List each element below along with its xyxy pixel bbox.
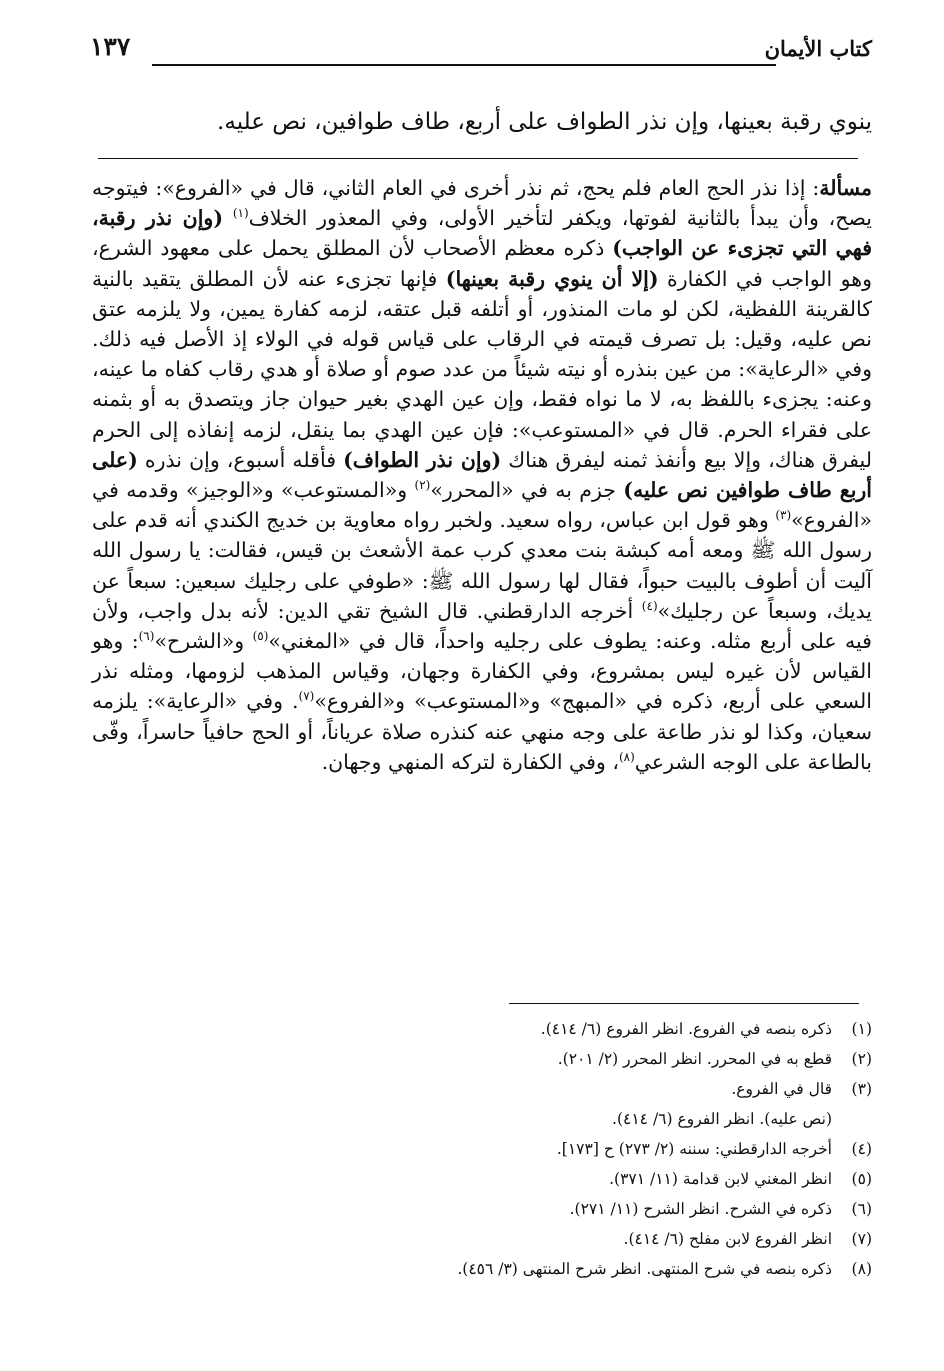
footnote-text: قال في الفروع. <box>731 1080 832 1098</box>
footnote-text: ذكره في الشرح. انظر الشرح (١١/ ٢٧١). <box>569 1200 832 1218</box>
footnote-text: ذكره بنصه في شرح المنتهى. انظر شرح المنتهى (٣/ ٤٥٦). <box>457 1260 832 1278</box>
text-run: أخرجه الدارقطني. قال الشيخ تقي الدين: لأنه بدل واجب، ولأن فيه على أربع مثله. وعنه: يطوف على رجليه واحداً، قال في «المغني» <box>92 598 872 654</box>
footnote-number: (٨) <box>851 1260 872 1278</box>
text-run: . وفي «الرعاية»: يلزمه سعيان، وكذا لو نذر طاعة على وجه منهي عنه كنذره صلاة عرياناً، أو الحج حافياً حاسراً، وفّى بالطاعة على الوجه الشرعي <box>92 689 872 774</box>
footnote <box>92 1194 872 1224</box>
footnote <box>92 1044 872 1074</box>
footnote-ref[interactable]: (٧) <box>298 689 315 704</box>
footnote-ref[interactable]: (٣) <box>775 508 792 523</box>
footnote-ref[interactable]: (١) <box>232 206 249 221</box>
footnote <box>92 1164 872 1194</box>
masala-label: مسألة <box>819 176 872 200</box>
text-run: ذكره معظم الأصحاب لأن المطلق يحمل على معهود الشرع، وهو الواجب في الكفارة <box>92 236 872 291</box>
matn-quote: (وإن نذر الطواف) <box>343 447 502 472</box>
matn-quote: (وإن نذر رقبة، فهي التي تجزىء عن الواجب) <box>92 206 872 261</box>
footnote-number: (٣) <box>851 1080 872 1098</box>
footnote-ref[interactable]: (٤) <box>641 599 658 614</box>
text-run: جزم به في «المحرر» <box>430 478 624 503</box>
page-number: ١٣٧ <box>90 32 131 61</box>
footnote-ref[interactable]: (٢) <box>414 478 431 493</box>
text-run: فأقله أسبوع، وإن نذره <box>137 447 344 472</box>
footnote-number: (٤) <box>851 1140 872 1158</box>
footnote-continuation: (نص عليه). انظر الفروع (٦/ ٤١٤). <box>612 1110 832 1128</box>
text-run: و«المستوعب» و«الوجيز» وقدمه في «الفروع» <box>92 478 872 533</box>
footnote <box>92 1134 872 1164</box>
paragraph <box>92 173 872 777</box>
text-run: فإنها تجزىء عنه لأن المطلق يتقيد بالنية كالقرينة اللفظية، لكن لو مات المنذور، أو أتلفه قبل عتقه، لزمه كفارة يمين، ولا يلزمه عتق نص عليه، وقيل: بل تصرف قيمته في الرقاب على قياس قوله في الولاء إذ الأصل فيه ذلك. وفي «الرعاية»: من عين بنذره أو نيته شيئاً من عدد صوم أو صلاة أو هدي رقاب كفاه ما عينه، وعنه: يجزىء باللفظ به، لا ما نواه فقط، وإن عين الهدي بغير حيوان جاز ويتصدق به أو بثمنه على فقراء الحرم. قال في «المستوعب»: فإن عين الهدي بما ينقل، لزمه إنفاذه إلى الحرم ليفرق هناك، وإلا بيع وأنفذ ثمنه ليفرق هناك <box>92 266 872 472</box>
text-run: و«الشرح» <box>154 629 253 654</box>
footnote-text: انظر الفروع لابن مفلح (٦/ ٤١٤). <box>623 1230 832 1248</box>
footnote-separator <box>509 1003 859 1004</box>
text-run: وهو قول ابن عباس، رواه سعيد. ولخبر رواه معاوية بن خديج الكندي أنه قدم على رسول الله ﷺ ومعه أمه كبشة بنت معدي كرب عمة الأشعث بن قيس، فقالت: يا رسول الله آليت أن أطوف بالبيت حبواً، فقال لها رسول الله ﷺ: «طوفي على رجليك سبعين: سبعاً عن يديك، وسبعاً عن رجليك» <box>92 508 872 623</box>
text-run: : إذا نذر الحج العام فلم يحج، ثم نذر أخرى في العام الثاني، قال في «الفروع»: فيتوجه يصح، وأن يبدأ بالثانية لفوتها، ويكفر لتأخير الأولى، وفي المعذور الخلاف <box>92 176 872 231</box>
header-rule <box>152 64 776 66</box>
footnote-text: انظر المغني لابن قدامة (١١/ ٣٧١). <box>609 1170 832 1188</box>
footnote-ref[interactable]: (٨) <box>618 750 635 765</box>
footnote-text: أخرجه الدارقطني: سننه (٢/ ٢٧٣) ح [١٧٣]. <box>556 1140 832 1158</box>
footnote-number: (٧) <box>851 1230 872 1248</box>
footnote-number: (٥) <box>851 1170 872 1188</box>
matn-quote: (إلا أن ينوي رقبة بعينها) <box>445 266 659 291</box>
chapter-title: كتاب الأيمان <box>764 36 872 61</box>
footnote <box>92 1074 872 1104</box>
footnote <box>92 1014 872 1044</box>
footnote-ref[interactable]: (٦) <box>138 629 155 644</box>
footnote-ref[interactable]: (٥) <box>252 629 269 644</box>
footnote-text: ذكره بنصه في الفروع. انظر الفروع (٦/ ٤١٤). <box>540 1020 832 1038</box>
text-run: ، وفي الكفارة لتركه المنهي وجهان. <box>321 749 619 774</box>
footnote <box>92 1254 872 1284</box>
matn-quote: (على أربع طاف طوافين نص عليه) <box>92 447 872 503</box>
top-separator <box>98 158 858 159</box>
footnote-text: قطع به في المحرر. انظر المحرر (٢/ ٢٠١). <box>557 1050 832 1068</box>
footnote <box>92 1224 872 1254</box>
footnote-number: (٢) <box>851 1050 872 1068</box>
footnotes <box>92 1014 872 1284</box>
text-run: : وهو القياس لأن غيره ليس بمشروع، وفي الكفارة وجهان، وقياس المذهب لزومها، ومثله نذر السعي على أربع، ذكره في «المبهج» و«المستوعب» و«الفروع» <box>92 629 872 714</box>
main-text <box>92 173 872 777</box>
footnote-number: (٦) <box>851 1200 872 1218</box>
footnote-number: (١) <box>851 1020 872 1038</box>
running-header <box>90 30 872 74</box>
continuation-line: ينوي رقبة بعينها، وإن نذر الطواف على أربع، طاف طوافين، نص عليه. <box>217 109 872 135</box>
